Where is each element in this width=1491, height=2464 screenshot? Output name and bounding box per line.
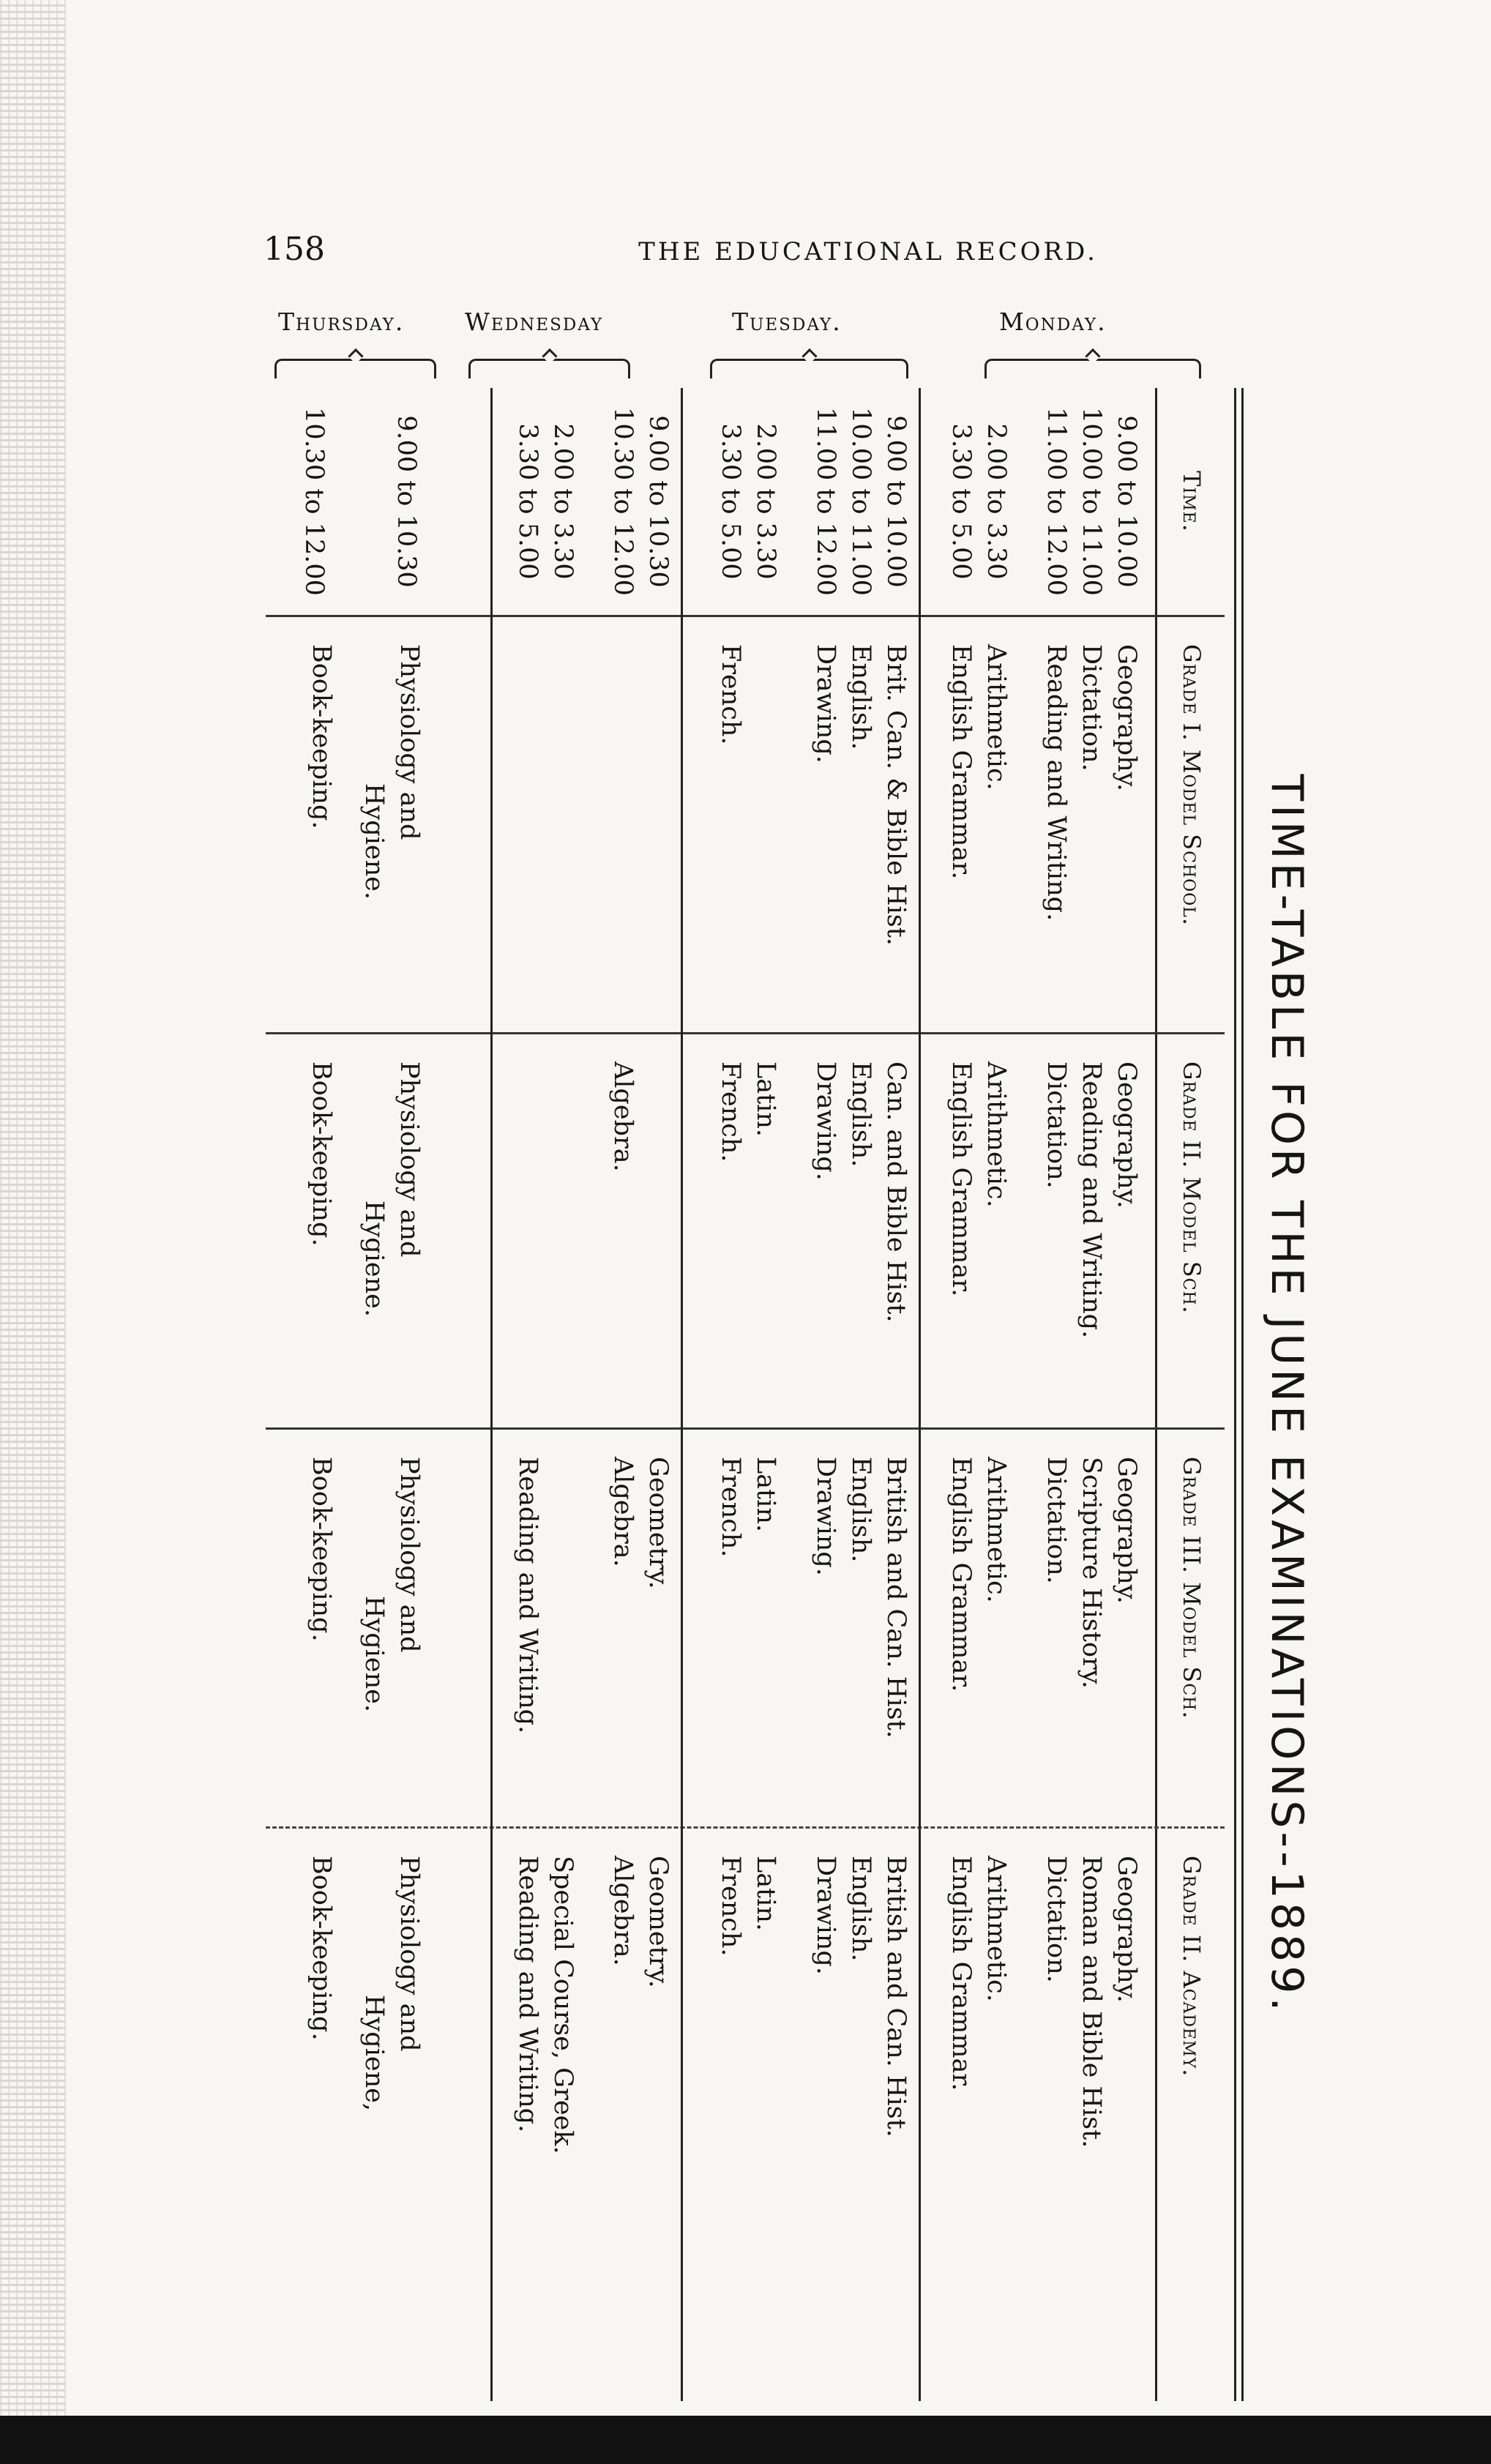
time-slot: 3.30 to 5.00 [513,423,542,580]
subject: English Grammar. [946,1457,976,1692]
subject: Physiology and [395,1061,424,1258]
col-header-grade2-model: Grade II. Model Sch. [1178,1061,1206,1314]
wednesday-times [510,388,676,615]
subject: French. [716,644,745,745]
subject: Dictation. [1042,1061,1071,1189]
subject: Arithmetic. [982,1457,1011,1603]
subject [748,644,783,1032]
time-slot: 10.30 to 12.00 [299,407,329,596]
wednesday-grade3-model [510,1427,676,1826]
subject: Geography. [1112,644,1141,791]
subject: English. [846,1061,875,1168]
time-slot: 10.30 to 12.00 [608,407,638,596]
subject: English. [846,1457,875,1563]
subject: Book-keeping. [307,1856,336,2041]
subject: Geography. [1112,1856,1141,2003]
monday-grade1-model [943,615,1144,1032]
subject: Drawing. [811,1061,840,1181]
subject: Book-keeping. [307,1457,336,1642]
subject: Can. and Bible Hist. [881,1061,911,1323]
col-header-grade2-academy: Grade II. Academy. [1178,1856,1206,2077]
subject [640,1061,676,1427]
day-label-monday: Monday. [999,307,1107,336]
timetable-title: TIME-TABLE FOR THE JUNE EXAMINATIONS--1889. [1261,774,1312,2015]
col-header-time: Time. [1178,471,1206,532]
subject: Algebra. [608,1457,638,1567]
time-slot: 9.00 to 10.30 [643,415,673,588]
subject: British and Can. Hist. [881,1856,911,2138]
time-slot: 10.00 to 11.00 [846,407,875,596]
brace-thursday [274,359,436,378]
col-header-grade1-model: Grade I. Model School. [1178,644,1206,926]
subject: Reading and Writing. [513,1856,542,2133]
subject: Arithmetic. [982,644,1011,791]
subject: Hygiene. [359,1596,389,1712]
scan-edge-speckle [0,0,66,2464]
subject: Latin. [751,1061,780,1138]
subject: Reading and Writing. [1042,644,1071,922]
tuesday-times [713,388,913,615]
subject: Drawing. [811,1856,840,1975]
wednesday-grade2-model [605,1032,676,1427]
subject: Reading and Writing. [1077,1061,1106,1339]
subject: Arithmetic. [982,1061,1011,1208]
time-slot: 11.00 to 12.00 [1042,407,1071,596]
tuesday-grade2-academy [713,1826,913,2401]
page-number: 158 [264,231,325,268]
subject: French. [716,1457,745,1558]
subject: Dictation. [1042,1457,1071,1584]
day-rule-tuesday [681,388,683,2401]
subject: English Grammar. [946,1856,976,2091]
time-slot: 10.00 to 11.00 [1077,407,1106,596]
monday-grade2-academy [943,1826,1144,2401]
subject: English Grammar. [946,644,976,880]
day-rule-monday [919,388,921,2401]
subject [545,1457,580,1826]
subject: Dictation. [1077,644,1106,772]
tuesday-grade3-model [713,1427,913,1826]
time-slot: 2.00 to 3.30 [982,423,1011,580]
subject: Physiology and [395,644,424,840]
subject: Special Course, Greek. [548,1856,578,2154]
subject: Physiology and [395,1457,424,1653]
subject: Geography. [1112,1061,1141,1209]
time-slot: 9.00 to 10.30 [392,415,421,588]
subject: Dictation. [1042,1856,1071,1983]
header-rule [1155,388,1157,2401]
subject: Roman and Bible Hist. [1077,1856,1106,2148]
scan-bottom-border [0,2416,1491,2464]
page-header [264,231,1142,268]
subject: Reading and Writing. [513,1457,542,1734]
subject: Book-keeping. [307,1061,336,1247]
subject: Book-keeping. [307,644,336,829]
subject: Hygiene. [359,783,389,900]
col-header-grade3-model: Grade III. Model Sch. [1178,1457,1206,1720]
time-slot: 11.00 to 12.00 [811,407,840,596]
subject: British and Can. Hist. [881,1457,911,1739]
monday-grade3-model [943,1427,1144,1826]
day-label-tuesday: Tuesday. [732,307,842,336]
title-rule-1 [1241,388,1244,2401]
subject: English. [846,1856,875,1962]
time-slot: 9.00 to 10.00 [881,415,911,588]
day-rule-wednesday [490,388,493,2401]
subject: English Grammar. [946,1061,976,1297]
day-label-wednesday: Wednesday [465,307,604,336]
subject: Algebra. [608,1856,638,1966]
subject: Arithmetic. [982,1856,1011,2002]
time-slot: 9.00 to 10.00 [1112,415,1141,588]
brace-tuesday [710,359,908,378]
running-head: THE EDUCATIONAL RECORD. [638,237,1098,266]
subject: Brit. Can. & Bible Hist. [881,644,911,946]
subject: Physiology and [395,1856,424,2052]
timetable [229,388,1327,2401]
tuesday-grade1-model [713,615,913,1032]
monday-times [943,388,1144,615]
wednesday-grade2-academy [510,1826,676,2401]
subject: Drawing. [811,644,840,764]
subject: Latin. [751,1856,780,1932]
subject: Hygiene. [359,1201,389,1317]
time-slot: 2.00 to 3.30 [751,423,780,580]
subject: English. [846,644,875,750]
time-slot: 3.30 to 5.00 [946,423,976,580]
monday-grade2-model [943,1032,1144,1427]
thursday-grade1-model [304,615,478,1032]
subject: French. [716,1856,745,1957]
time-slot: 2.00 to 3.30 [548,423,578,580]
time-slot: 3.30 to 5.00 [716,423,745,580]
brace-monday [984,359,1201,378]
subject: French. [716,1061,745,1162]
subject: Scripture History. [1077,1457,1106,1689]
brace-wednesday [468,359,630,378]
subject: Algebra. [608,1061,638,1172]
thursday-grade2-model [304,1032,478,1427]
subject: Geography. [1112,1457,1141,1604]
subject: Geometry. [643,1457,673,1589]
thursday-times [294,388,478,615]
title-rule-2 [1234,388,1236,2401]
subject: Latin. [751,1457,780,1533]
thursday-grade2-academy [304,1826,478,2401]
subject: Hygiene, [359,1995,389,2111]
subject: Drawing. [811,1457,840,1576]
subject: Geometry. [643,1856,673,1988]
tuesday-grade2-model [713,1032,913,1427]
thursday-grade3-model [304,1427,478,1826]
day-label-thursday: Thursday. [278,307,405,336]
